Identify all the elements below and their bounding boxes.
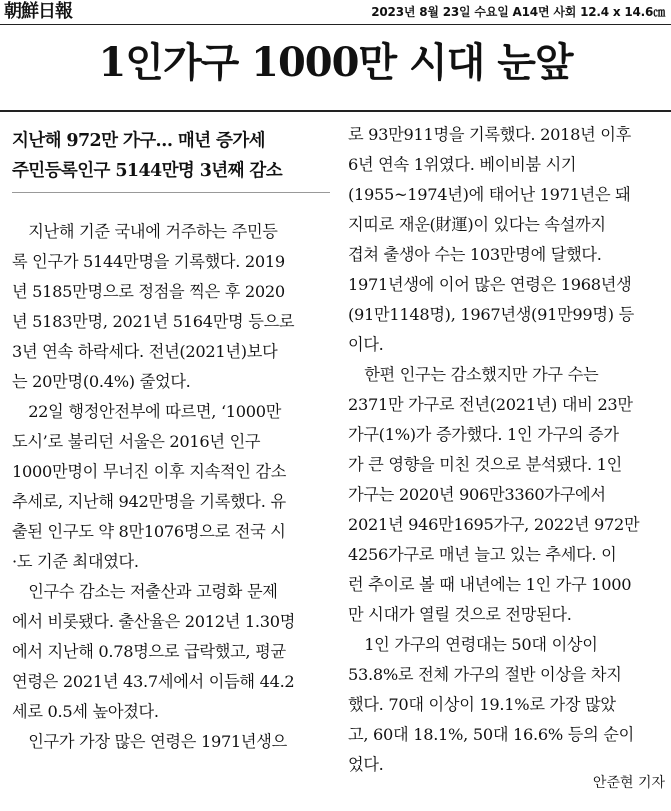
subhead-2: 주민등록인구 5144만명 3년째 감소	[12, 161, 283, 181]
dateline: 2023년 8월 23일 수요일 A14면 사회 12.4 x 14.6㎝	[371, 5, 665, 19]
body-line: 했다. 70대 이상이 19.1%로 가장 많았	[348, 695, 616, 714]
article-column-left	[12, 120, 330, 757]
body-line: 는 20만명(0.4%) 줄었다.	[12, 372, 191, 391]
subhead-1: 지난해 972만 가구… 매년 증가세	[12, 131, 265, 151]
right-body-text	[348, 120, 666, 780]
body-line: 22일 행정안전부에 따르면, ‘1000만	[28, 402, 282, 421]
body-line: 출된 인구도 약 8만1076명으로 전국 시	[12, 522, 286, 541]
newspaper-logo: 朝鮮日報	[4, 1, 72, 22]
body-line: 추세로, 지난해 942만명을 기록했다. 유	[12, 492, 286, 511]
body-line: 런 추이로 볼 때 내년에는 1인 가구 1000	[348, 575, 632, 594]
body-line: 지띠로 재운(財運)이 있다는 속설까지	[348, 215, 606, 234]
body-line: 1인 가구의 연령대는 50대 이상이	[364, 635, 598, 654]
body-line: 4256가구로 매년 늘고 있는 추세다. 이	[348, 545, 617, 564]
body-line: 년 5185만명으로 정점을 찍은 후 2020	[12, 282, 285, 301]
body-line: 인구가 가장 많은 연령은 1971년생으	[28, 732, 287, 751]
body-line: 로 93만911명을 기록했다. 2018년 이후	[348, 125, 631, 144]
subhead-block	[12, 126, 330, 193]
body-line: 만 시대가 열릴 것으로 전망된다.	[348, 605, 572, 624]
body-line: 가구(1%)가 증가했다. 1인 가구의 증가	[348, 425, 619, 444]
body-line: 년 5183만명, 2021년 5164만명 등으로	[12, 312, 295, 331]
body-line: 인구수 감소는 저출산과 고령화 문제	[28, 582, 278, 601]
byline: 안준현 기자	[592, 775, 665, 791]
body-line: 세로 0.5세 높아졌다.	[12, 702, 159, 721]
body-line: 었다.	[348, 755, 384, 774]
body-line: 도시’로 불리던 서울은 2016년 인구	[12, 432, 261, 451]
body-line: 1971년생에 이어 많은 연령은 1968년생	[348, 275, 632, 294]
body-line: 연령은 2021년 43.7세에서 이듬해 44.2	[12, 672, 295, 691]
body-line: ·도 기준 최대였다.	[12, 552, 139, 571]
body-line: 2371만 가구로 전년(2021년) 대비 23만	[348, 395, 633, 414]
body-line: 한편 인구는 감소했지만 가구 수는	[364, 365, 599, 384]
body-line: 53.8%로 전체 가구의 절반 이상을 차지	[348, 665, 622, 684]
headline-rule	[0, 110, 671, 112]
body-line: 록 인구가 5144만명을 기록했다. 2019	[12, 252, 285, 271]
body-line: 가구는 2020년 906만3360가구에서	[348, 485, 606, 504]
body-line: 에서 비롯됐다. 출산율은 2012년 1.30명	[12, 612, 296, 631]
body-line: (1955~1974년)에 태어난 1971년은 돼	[348, 185, 631, 204]
body-line: (91만1148명), 1967년생(91만99명) 등	[348, 305, 634, 324]
body-line: 지난해 기준 국내에 거주하는 주민등	[28, 222, 278, 241]
headline: 1인가구 1000만 시대 눈앞	[98, 39, 573, 86]
body-line: 2021년 946만1695가구, 2022년 972만	[348, 515, 640, 534]
article-column-right	[348, 120, 666, 780]
body-line: 이다.	[348, 335, 384, 354]
body-line: 겹쳐 출생아 수는 103만명에 달했다.	[348, 245, 602, 264]
body-line: 고, 60대 18.1%, 50대 16.6% 등의 순이	[348, 725, 634, 744]
left-body-text	[12, 217, 330, 757]
body-line: 가 큰 영향을 미친 것으로 분석됐다. 1인	[348, 455, 622, 474]
masthead	[0, 0, 671, 25]
body-line: 1000만명이 무너진 이후 지속적인 감소	[12, 462, 287, 481]
body-line: 6년 연속 1위였다. 베이비붐 시기	[348, 155, 577, 174]
body-line: 3년 연속 하락세다. 전년(2021년)보다	[12, 342, 278, 361]
body-line: 에서 지난해 0.78명으로 급락했고, 평균	[12, 642, 286, 661]
